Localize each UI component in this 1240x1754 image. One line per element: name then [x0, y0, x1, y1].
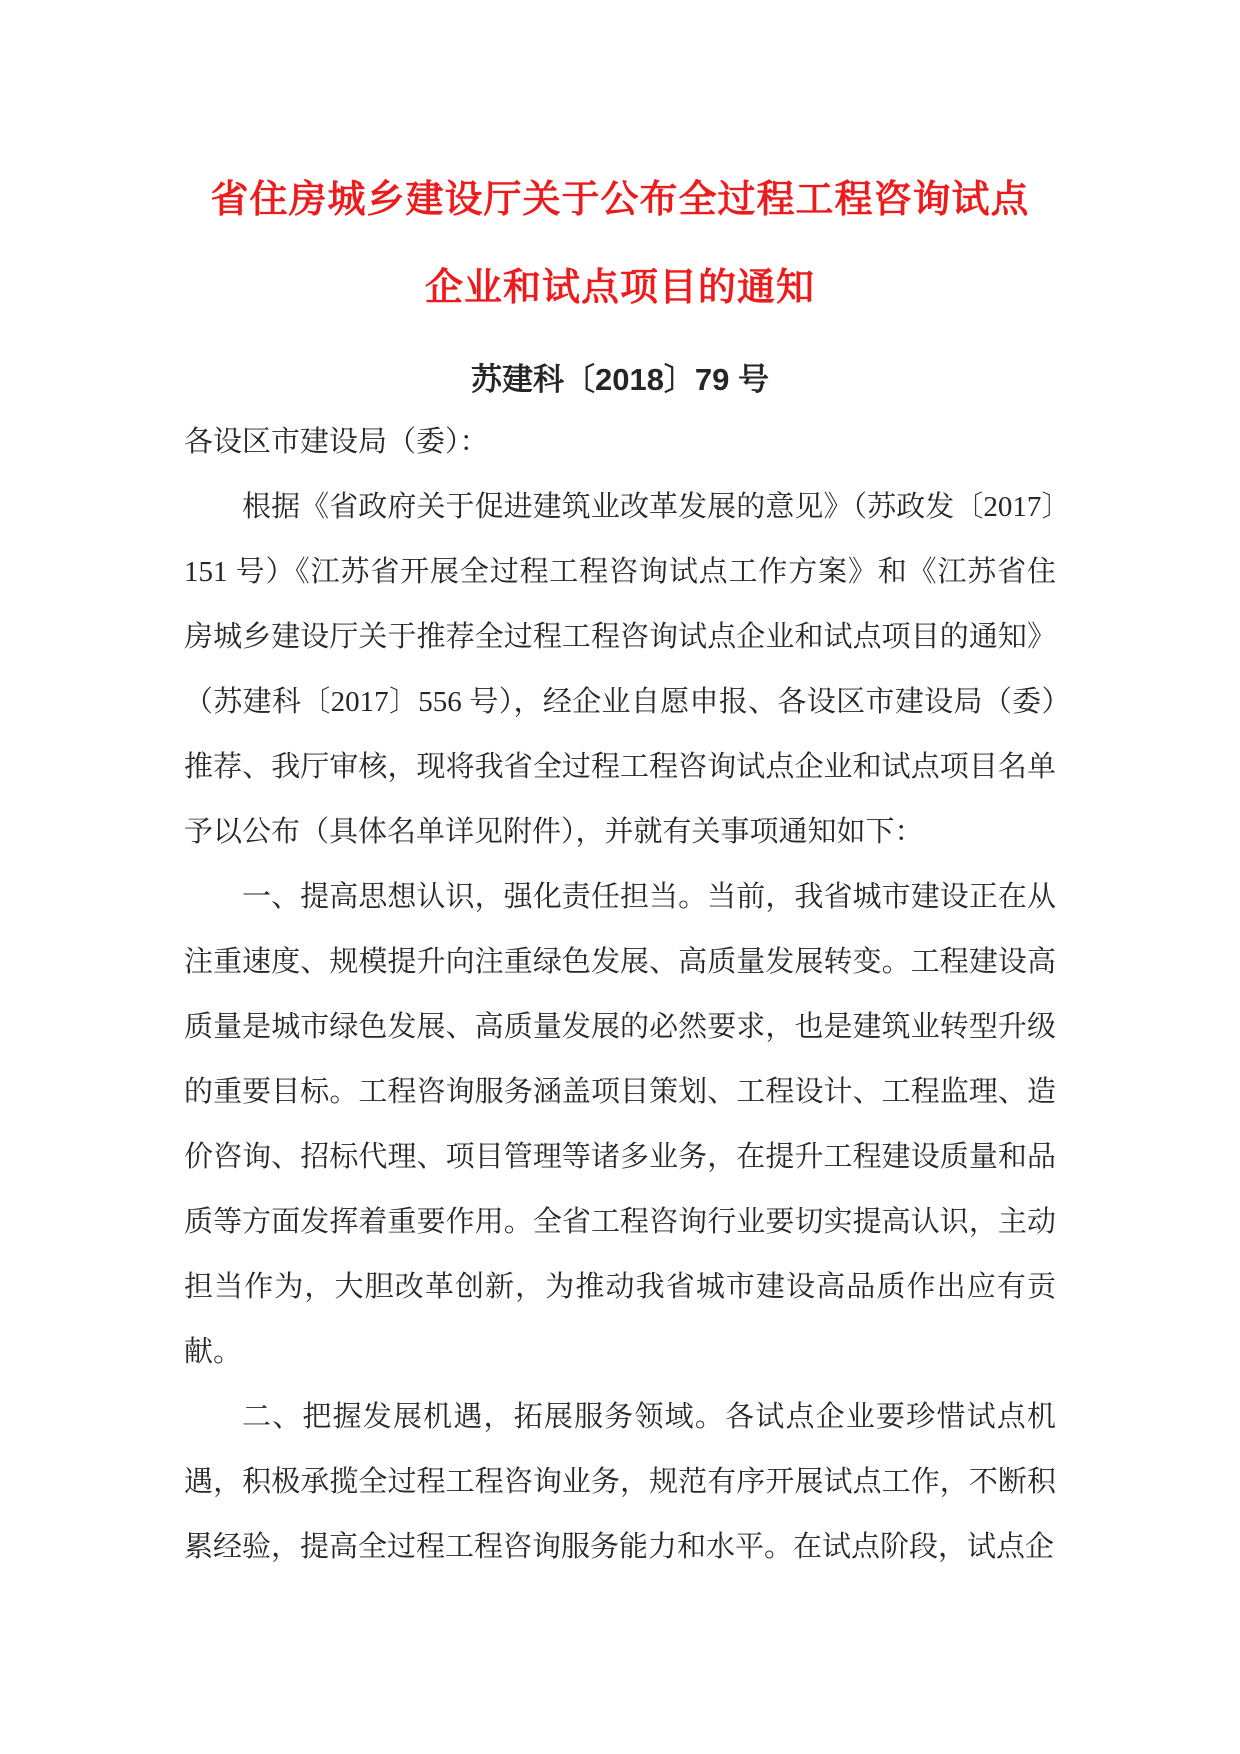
salutation: 各设区市建设局（委）： [184, 426, 489, 458]
document-title-line-1: 省住房城乡建设厅关于公布全过程工程咨询试点 [210, 179, 1030, 221]
paragraph-item-2: 二、把握发展机遇，拓展服务领域。各试点企业要珍惜试点机遇，积极承揽全过程工程咨询业务，规范有序开展试点工作，不断积累经验，提高全过程工程咨询服务能力和水平。在试点阶段，试点企 [184, 1401, 1056, 1563]
paragraph-basis: 根据《省政府关于促进建筑业改革发展的意见》（苏政发〔2017〕151 号）《江苏省开展全过程工程咨询试点工作方案》和《江苏省住房城乡建设厅关于推荐全过程工程咨询试点企业和试点项目的通知》（苏建科〔2017〕556 号），经企业自愿申报、各设区市建设局（委）推荐、我厅审核，现将我省全过程工程咨询试点企业和试点项目名单予以公布（具体名单详见附件），并就有关事项通知如下： [184, 491, 1056, 848]
document-title-line-2: 企业和试点项目的通知 [424, 267, 815, 309]
document-title [184, 156, 1056, 332]
paragraph-item-1: 一、提高思想认识，强化责任担当。当前，我省城市建设正在从注重速度、规模提升向注重绿色发展、高质量发展转变。工程建设高质量是城市绿色发展、高质量发展的必然要求，也是建筑业转型升级的重要目标。工程咨询服务涵盖项目策划、工程设计、工程监理、造价咨询、招标代理、项目管理等诸多业务，在提升工程建设质量和品质等方面发挥着重要作用。全省工程咨询行业要切实提高认识，主动担当作为，大胆改革创新，为推动我省城市建设高品质作出应有贡献。 [184, 881, 1056, 1368]
document-number: 苏建科〔2018〕79 号 [470, 362, 770, 397]
document-body [184, 410, 1056, 1580]
